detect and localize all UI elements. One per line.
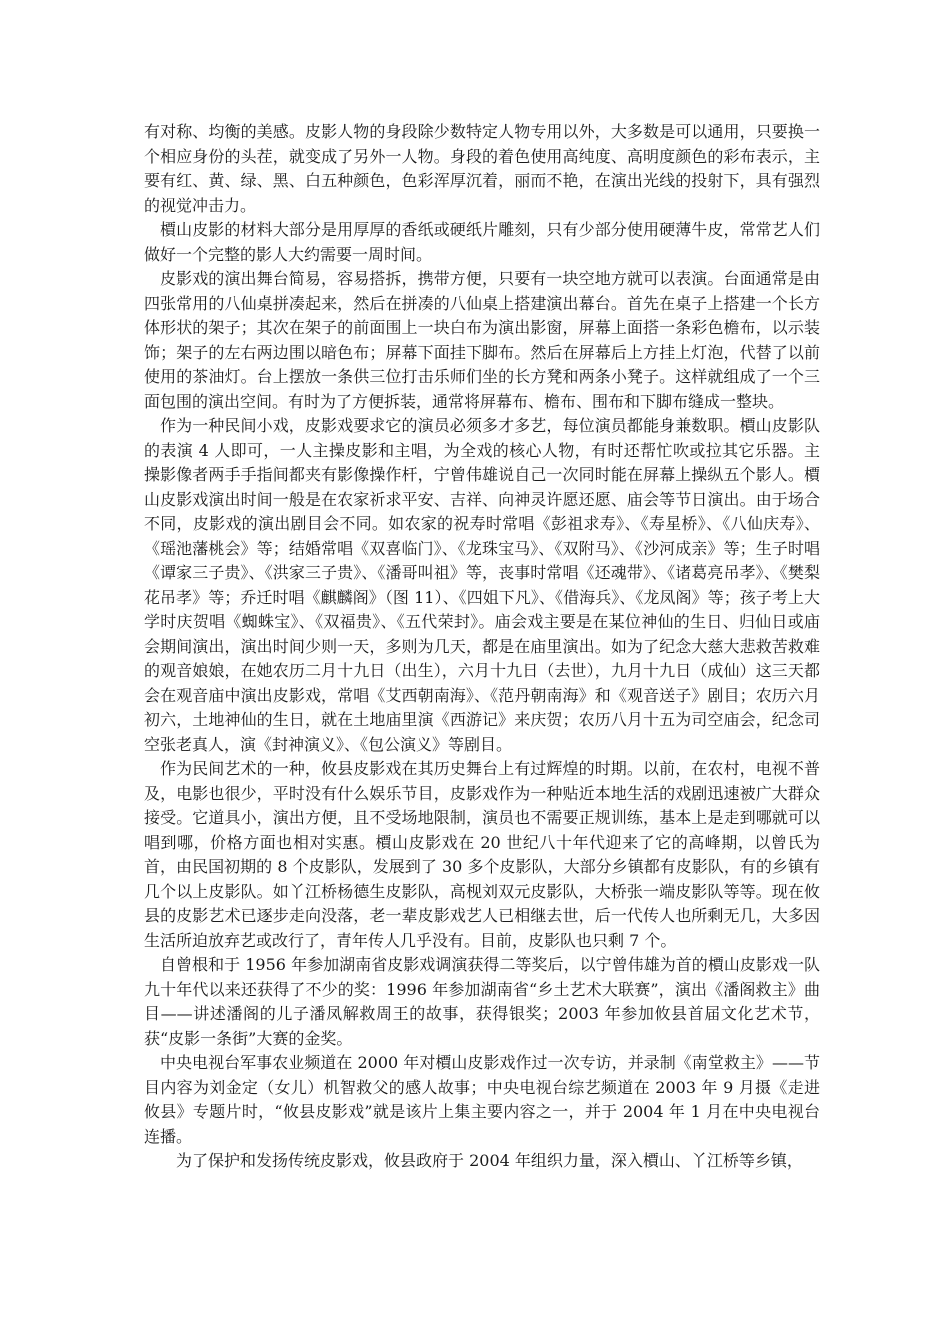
paragraph-6: 自曾根和于 1956 年参加湖南省皮影戏调演获得二等奖后，以宁曾伟雄为首的檟山皮影戏一队九十年代以来还获得了不少的奖：1996 年参加湖南省“乡土艺术大联赛”，演出《潘阁救主》曲目——讲述潘阁的儿子潘凤解救周王的故事，获得银奖；2003 年参加攸县首届文化艺术节，获“皮影一条街”大赛的金奖。 (144, 955, 820, 1048)
body-text (144, 120, 820, 1174)
paragraph-8: 为了保护和发扬传统皮影戏，攸县政府于 2004 年组织力量，深入檟山、丫江桥等乡镇， (176, 1151, 803, 1170)
paragraph-5: 作为民间艺术的一种，攸县皮影戏在其历史舞台上有过辉煌的时期。以前，在农村，电视不普及，电影也很少，平时没有什么娱乐节目，皮影戏作为一种贴近本地生活的戏剧迅速被广大群众接受。它道具小，演出方便，且不受场地限制，演员也不需要正规训练，基本上是走到哪就可以唱到哪，价格方面也相对实惠。檟山皮影戏在 20 世纪八十年代迎来了它的高峰期，以曾氏为首，由民国初期的 8 个皮影队，发展到了 30 多个皮影队，大部分乡镇都有皮影队，有的乡镇有几个以上皮影队。如丫江桥杨德生皮影队，高枧刘双元皮影队，大桥张一端皮影队等等。现在攸县的皮影艺术已逐步走向没落，老一辈皮影戏艺人已相继去世，后一代传人也所剩无几，大多因生活所迫放弃艺或改行了，青年传人几乎没有。目前，皮影队也只剩 7 个。 (144, 759, 820, 950)
paragraph-3: 皮影戏的演出舞台简易，容易搭拆，携带方便，只要有一块空地方就可以表演。台面通常是由四张常用的八仙桌拼凑起来，然后在拼凑的八仙桌上搭建演出幕台。首先在桌子上搭建一个长方体形状的架子；其次在架子的前面围上一块白布为演出影窗，屏幕上面搭一条彩色檐布，以示装饰；架子的左右两边围以暗色布；屏幕下面挂下脚布。然后在屏幕后上方挂上灯泡，代替了以前使用的茶油灯。台上摆放一条供三位打击乐师们坐的长方凳和两条小凳子。这样就组成了一个三面包围的演出空间。有时为了方便拆装，通常将屏幕布、檐布、围布和下脚布缝成一整块。 (144, 269, 820, 411)
paragraph-7: 中央电视台军事农业频道在 2000 年对檟山皮影戏作过一次专访，并录制《南堂救主》——节目内容为刘金定（女儿）机智救父的感人故事；中央电视台综艺频道在 2003 年 9 月摄《走进攸县》专题片时，“攸县皮影戏”就是该片上集主要内容之一，并于 2004 年 1 月在中央电视台连播。 (144, 1053, 820, 1146)
paragraph-4: 作为一种民间小戏，皮影戏要求它的演员必须多才多艺，每位演员都能身兼数职。檟山皮影队的表演 4 人即可，一人主操皮影和主唱，为全戏的核心人物，有时还帮忙吹或拉其它乐器。主操影像者两手手指间都夹有影像操作杆，宁曾伟雄说自己一次同时能在屏幕上操纵五个影人。檟山皮影戏演出时间一般是在农家祈求平安、吉祥、向神灵许愿还愿、庙会等节日演出。由于场合不同，皮影戏的演出剧目会不同。如农家的祝寿时常唱《彭祖求寿》、《寿星桥》、《八仙庆寿》、《瑶池藩桃会》等；结婚常唱《双喜临门》、《龙珠宝马》、《双附马》、《沙河成亲》等；生子时唱《谭家三子贵》、《洪家三子贵》、《潘哥叫祖》等，丧事时常唱《还魂带》、《诸葛亮吊孝》、《樊梨花吊孝》等；乔迁时唱《麒麟阁》（图 11）、《四姐下凡》、《借海兵》、《龙凤阁》等；孩子考上大学时庆贺唱《蜘蛛宝》、《双福贵》、《五代荣封》。庙会戏主要是在某位神仙的生日、归仙日或庙会期间演出，演出时间少则一天，多则为几天，都是在庙里演出。如为了纪念大慈大悲救苦救难的观音娘娘，在她农历二月十九日（出生），六月十九日（去世），九月十九日（成仙）这三天都会在观音庙中演出皮影戏，常唱《艾西朝南海》、《范丹朝南海》和《观音送子》剧目；农历六月初六，土地神仙的生日，就在土地庙里演《西游记》来庆贺；农历八月十五为司空庙会，纪念司空张老真人，演《封神演义》、《包公演义》等剧目。 (144, 416, 820, 754)
paragraph-1: 有对称、均衡的美感。皮影人物的身段除少数特定人物专用以外，大多数是可以通用，只要换一个相应身份的头茬，就变成了另外一人物。身段的着色使用高纯度、高明度颜色的彩布表示，主要有红、黄、绿、黑、白五种颜色，色彩浑厚沉着，丽而不艳，在演出光线的投射下，具有强烈的视觉冲击力。 (144, 122, 820, 215)
paragraph-2: 檟山皮影的材料大部分是用厚厚的香纸或硬纸片雕刻，只有少部分使用硬薄牛皮，常常艺人们做好一个完整的影人大约需要一周时间。 (144, 220, 820, 264)
